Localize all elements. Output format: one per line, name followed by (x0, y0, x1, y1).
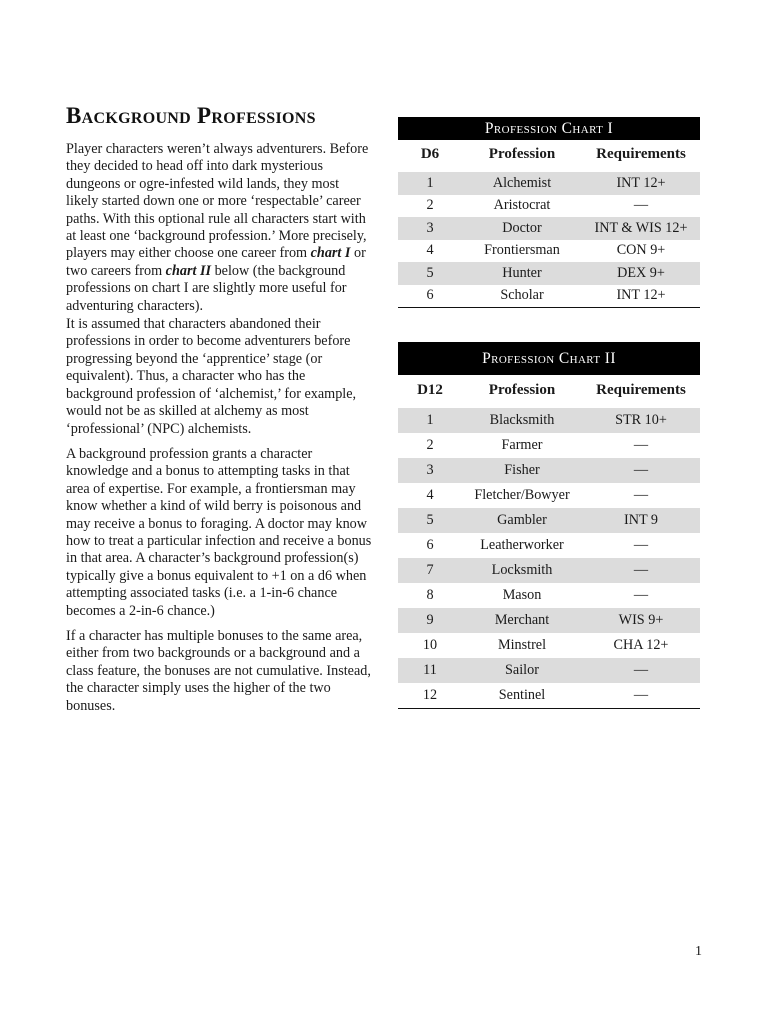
table-row (398, 407, 700, 434)
chart-2-table (398, 375, 700, 709)
chart-1-body (398, 171, 700, 308)
table-row (398, 508, 700, 533)
roll-cell: 3 (398, 217, 462, 240)
table-row (398, 171, 700, 195)
profession-cell: Scholar (462, 285, 582, 308)
requirements-cell: STR 10+ (582, 407, 700, 434)
roll-cell: 1 (398, 171, 462, 195)
chart-2-header-profession: Profession (462, 375, 582, 407)
chart-1-header-die: D6 (398, 140, 462, 171)
roll-cell: 1 (398, 407, 462, 434)
profession-cell: Sentinel (462, 683, 582, 709)
requirements-cell: DEX 9+ (582, 262, 700, 285)
chart-1-header-profession: Profession (462, 140, 582, 171)
profession-cell: Minstrel (497, 637, 547, 653)
chart-2-header-row (398, 375, 700, 407)
paragraph-abandoned: It is assumed that characters abandoned their professions in order to become adventurers before progressing beyond the ‘apprentice’ stage (or equivalent). Thus, a character who has the background profession of ‘alchemist,’ for example, would not be as skilled at alchemy as most ‘professional’ (NPC) alchemists. (66, 316, 357, 437)
requirements-cell: — (633, 537, 649, 553)
profession-cell: Leatherworker (480, 537, 564, 553)
chart-ii-reference: chart II (165, 262, 212, 279)
chart-2-header-requirements: Requirements (582, 375, 700, 407)
profession-cell: Fletcher/Bowyer (474, 487, 570, 503)
roll-cell: 6 (426, 537, 434, 553)
table-row (398, 458, 700, 483)
table-row (398, 195, 700, 218)
table-row (398, 558, 700, 583)
roll-cell: 5 (398, 262, 462, 285)
table-row (398, 633, 700, 658)
table-row (398, 285, 700, 308)
paragraph-intro-text-2: or two careers from (66, 245, 366, 279)
paragraph-intro-text-3: below (the background professions on chart I are slightly more useful for adventuring characters). (66, 262, 347, 314)
profession-cell: Doctor (462, 217, 582, 240)
chart-2-header-die: D12 (398, 375, 462, 407)
profession-cell: Sailor (462, 658, 582, 683)
profession-cell: Merchant (462, 608, 582, 633)
table-row (398, 533, 700, 558)
table-row (398, 240, 700, 263)
table-row (398, 608, 700, 633)
table-row (398, 483, 700, 508)
requirements-cell: INT & WIS 12+ (582, 217, 700, 240)
profession-cell: Aristocrat (493, 197, 551, 214)
requirements-cell: — (633, 197, 649, 214)
roll-cell: 6 (398, 285, 462, 308)
requirements-cell: INT 12+ (582, 285, 700, 308)
requirements-cell: INT 9 (582, 508, 700, 533)
roll-cell: 9 (398, 608, 462, 633)
chart-2-title: Profession Chart II (398, 342, 700, 375)
table-row (398, 217, 700, 240)
table-row (398, 683, 700, 709)
requirements-cell: — (582, 658, 700, 683)
profession-cell: Locksmith (462, 558, 582, 583)
roll-cell: 12 (398, 683, 462, 709)
table-row (398, 583, 700, 608)
profession-cell: Alchemist (462, 171, 582, 195)
requirements-cell: — (582, 683, 700, 709)
profession-cell: Frontiersman (484, 242, 560, 259)
requirements-cell: — (633, 437, 649, 453)
roll-cell: 3 (398, 458, 462, 483)
chart-1-table (398, 140, 700, 308)
table-row (398, 658, 700, 683)
paragraph-intro-text-1: Player characters weren’t always adventurers. Before they decided to head off into dark mysterious dungeons or ogre-infested wild lands, they most likely started down one or more ‘respectable’ career paths. With this optional rule all characters start with at least one ‘background profession.’ More precisely, players may either choose one career from (66, 141, 369, 262)
requirements-cell: — (582, 458, 700, 483)
requirements-cell: WIS 9+ (582, 608, 700, 633)
page-number: 1 (695, 944, 702, 959)
profession-cell: Fisher (462, 458, 582, 483)
profession-chart-1 (398, 117, 700, 308)
profession-cell: Farmer (501, 437, 543, 453)
roll-cell: 4 (426, 487, 434, 503)
table-row (398, 262, 700, 285)
requirements-cell: — (633, 587, 649, 603)
paragraph-cumulative: If a character has multiple bonuses to the same area, either from two backgrounds or a background and a class feature, the bonuses are not cumulative. Instead, the character simply uses the higher of the two bonuses. (66, 627, 371, 714)
roll-cell: 11 (398, 658, 462, 683)
chart-i-reference: chart I (310, 245, 351, 262)
chart-2-body (398, 407, 700, 709)
requirements-cell: CHA 12+ (613, 637, 669, 653)
profession-cell: Blacksmith (462, 407, 582, 434)
chart-1-header-requirements: Requirements (582, 140, 700, 171)
roll-cell: 5 (398, 508, 462, 533)
roll-cell: 10 (422, 637, 438, 653)
left-column (66, 102, 372, 723)
requirements-cell: CON 9+ (616, 242, 666, 259)
table-row (398, 433, 700, 458)
roll-cell: 4 (426, 242, 434, 259)
profession-chart-2 (398, 342, 700, 709)
paragraph-bonus: A background profession grants a character knowledge and a bonus to attempting tasks in that area of expertise. For example, a frontiersman may know whether a kind of wild berry is poisonous and may receive a bonus to foraging. A doctor may know how to treat a particular infection and receive a bonus in that area. A character’s background profession(s) typically give a bonus equivalent to +1 on a d6 when attempting associated tasks (i.e. a 1-in-6 chance becomes a 2-in-6 chance.) (66, 445, 372, 619)
roll-cell: 2 (426, 197, 434, 214)
profession-cell: Gambler (462, 508, 582, 533)
requirements-cell: — (582, 558, 700, 583)
page-title: Background Professions (66, 103, 316, 128)
chart-1-title: Profession Chart I (398, 117, 700, 140)
requirements-cell: — (633, 487, 649, 503)
requirements-cell: INT 12+ (582, 171, 700, 195)
paragraph-intro (66, 141, 372, 315)
profession-cell: Hunter (462, 262, 582, 285)
roll-cell: 2 (426, 437, 434, 453)
roll-cell: 8 (426, 587, 434, 603)
profession-cell: Mason (502, 587, 542, 603)
chart-1-header-row (398, 140, 700, 171)
roll-cell: 7 (398, 558, 462, 583)
